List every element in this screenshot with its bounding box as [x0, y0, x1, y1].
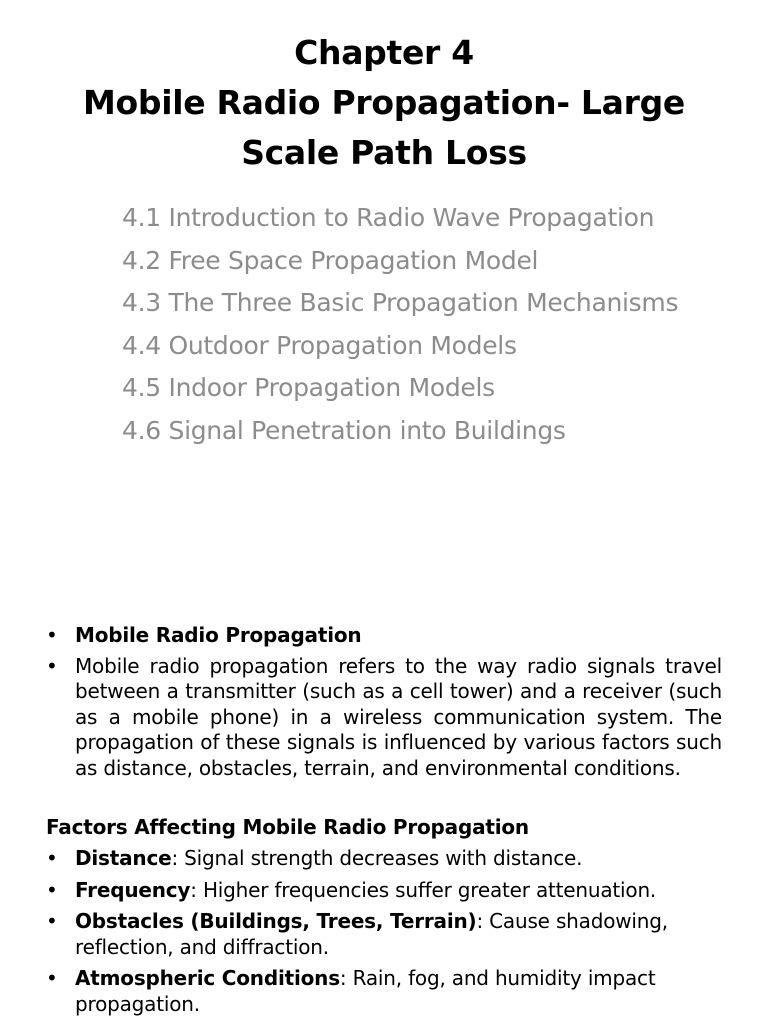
table-of-contents: [122, 197, 678, 452]
bullet-icon: •: [46, 623, 58, 647]
factor-term: Frequency: [75, 877, 191, 902]
list-item: [46, 878, 722, 904]
toc-item: 4.3 The Three Basic Propagation Mechanisms: [122, 288, 679, 317]
list-item: [46, 846, 722, 872]
factor-term: Obstacles (Buildings, Trees, Terrain): [75, 909, 477, 934]
factor-term: Atmospheric Conditions: [75, 966, 340, 991]
intro-paragraph: Mobile radio propagation refers to the way radio signals travel between a transmitter (such as a cell tower) and a receiver (such as a mobile phone) in a wireless communication system. The propagation of these signals is influenced by various factors such as distance, obstacles, terrain, and environmental conditions.: [75, 653, 722, 780]
title-line-2: Mobile Radio Propagation- Large: [82, 83, 686, 122]
toc-item: 4.2 Free Space Propagation Model: [122, 245, 539, 275]
factors-heading: Factors Affecting Mobile Radio Propagation: [46, 815, 529, 839]
factor-desc: : Signal strength decreases with distance.: [171, 846, 583, 870]
factor-term: Distance: [75, 846, 172, 870]
bullet-icon: •: [46, 966, 58, 991]
toc-item: 4.6 Signal Penetration into Buildings: [122, 415, 566, 445]
list-item: [46, 654, 722, 782]
factors-list: [46, 846, 722, 1018]
title-line-1: Chapter 4: [294, 33, 474, 72]
bullet-icon: •: [46, 846, 58, 870]
list-item: [46, 966, 695, 1017]
title-slide: [0, 0, 768, 470]
bullet-icon: •: [46, 877, 58, 902]
list-item: [46, 623, 722, 649]
toc-item: 4.5 Indoor Propagation Models: [122, 373, 495, 402]
factor-desc: : Higher frequencies suffer greater attenuation.: [190, 877, 657, 902]
factor-desc: : Rain, fog, and humidity impact propagation.: [75, 966, 656, 1016]
toc-item: 4.4 Outdoor Propagation Models: [122, 330, 517, 360]
intro-list: [46, 623, 722, 782]
section-heading: Mobile Radio Propagation: [75, 623, 362, 647]
title-line-3: Scale Path Loss: [241, 133, 527, 172]
toc-item: 4.1 Introduction to Radio Wave Propagation: [122, 203, 655, 232]
bullet-icon: •: [46, 909, 58, 934]
list-item: [46, 909, 675, 960]
factor-desc: : Cause shadowing, reflection, and diffraction.: [75, 909, 668, 959]
bullet-icon: •: [46, 653, 58, 678]
page-title: [0, 28, 768, 178]
